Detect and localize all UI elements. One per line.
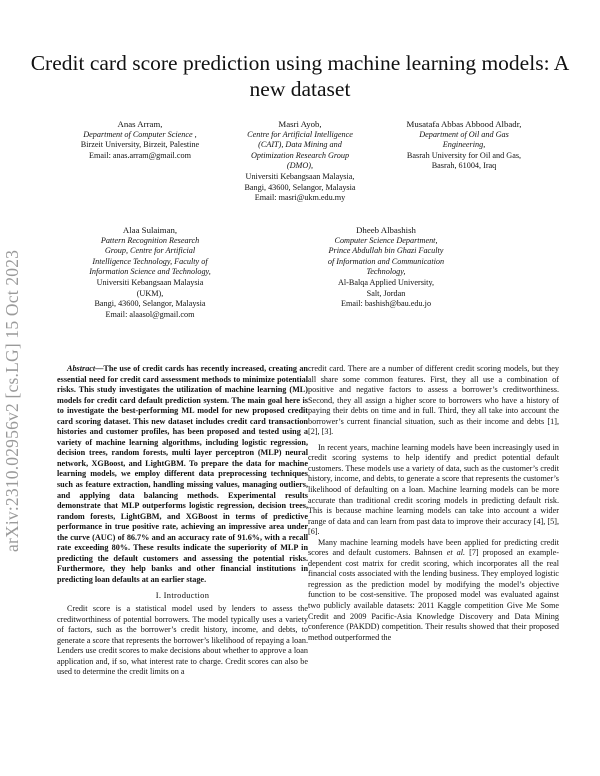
paper-title: Credit card score prediction using machine learning models: A new dataset [30, 51, 570, 101]
author-address: Universiti Kebangsaan Malaysia, [245, 171, 355, 181]
paragraph-related-work [308, 538, 559, 643]
abstract [57, 364, 308, 585]
author-block-1 [60, 119, 220, 161]
arxiv-identifier: arXiv:2310.02956v2 [cs.LG] 15 Oct 2023 [2, 249, 22, 552]
paragraph-text: Many machine learning models have been applied for predicting credit scores and default customers. Bahnsen [308, 537, 559, 558]
author-affiliation: of Information and Communication [327, 256, 445, 266]
author-address: Al-Balqa Applied University, [337, 277, 435, 287]
author-affiliation: Optimization Research Group [250, 150, 350, 160]
author-block-2 [220, 119, 380, 204]
right-column [308, 364, 559, 643]
paragraph-recent-years: In recent years, machine learning models have been increasingly used in credit scoring systems to help identify and predict potential default customers. These models use a variety of data, such as the customer’s credit history, income, and debts, to generate a score that represents the customer’s likelihood of defaulting on a loan. Machine learning models can be more accurate than traditional credit scoring models in predicting default risk. This is because machine learning models can take into account a wider range of data and can learn from past data to improve their accuracy [4], [5], [6]. [308, 442, 559, 537]
author-address: Basrah University for Oil and Gas, [406, 150, 522, 160]
author-affiliation: Group, Centre for Artificial [104, 246, 196, 256]
author-address: Basrah, 61004, Iraq [431, 161, 497, 171]
author-address: Bangi, 43600, Selangor, Malaysia [244, 182, 356, 192]
author-name: Alaa Sulaiman, [122, 225, 178, 235]
author-affiliation: Technology, [366, 267, 406, 277]
author-affiliation: Pattern Recognition Research [100, 235, 200, 245]
author-address: (UKM), [136, 288, 164, 298]
author-name: Anas Arram, [117, 119, 163, 129]
author-name: Masri Ayob, [278, 119, 322, 129]
intro-paragraph: Credit score is a statistical model used by lenders to assess the creditworthiness of potential borrowers. The model typically uses a variety of factors, such as the borrower’s credit history, income, and debts, to generate a score that represents the borrower’s likelihood of repaying a loan. Lenders use credit scores to make decisions about whether to approve a loan application and, if so, what interest rate to charge. Credit scores can also be used to determine the credit limits on a [57, 604, 308, 677]
author-affiliation: Prince Abdullah bin Ghazi Faculty [328, 246, 444, 256]
author-address: Salt, Jordan [366, 288, 406, 298]
abstract-text: —The use of credit cards has recently increased, creating an essential need for credit card assessment methods to minimize potential risks. This study investigates the utilization of machine learning (ML) models for credit card default prediction system. The main goal here is to investigate the best-performing ML model for new proposed credit card scoring dataset. This new dataset includes credit card transaction histories and customer profiles, has been proposed and tested using a variety of machine learning algorithms, including logistic regression, decision trees, random forests, multi layer perceptron (MLP) neural network, XGBoost, and LightGBM. To prepare the data for machine learning models, we employ different data preprocessing techniques such as feature extraction, handling missing values, managing outliers, and applying data balancing methods. Experimental results demonstrate that MLP outperforms logistic regression, decision trees, random forests, LightGBM, and XGBoost in terms of predictive performance in true positive rate, achieving an impressive area under the curve (AUC) of 86.7% and an accuracy rate of 91.6%, with a recall rate exceeding 80%. These results indicate the superiority of MLP in predicting the default customers and assessing the potential risks. Furthermore, they help banks and other financial institutions in predicting loan defaults at an earlier stage. [57, 364, 308, 584]
author-address: Birzeit University, Birzeit, Palestine [80, 140, 200, 150]
author-block-5 [292, 225, 480, 310]
et-al-text: et al. [446, 548, 466, 558]
author-affiliation: Centre for Artificial Intelligence [247, 129, 353, 139]
author-email: Email: anas.arram@gmail.com [89, 150, 191, 160]
author-address: Universiti Kebangsaan Malaysia [96, 277, 204, 287]
author-name: Musatafa Abbas Abbood Albadr, [406, 119, 522, 129]
author-affiliation: (DMO), [286, 161, 314, 171]
section-heading: I. Introduction [155, 590, 210, 601]
author-affiliation: Intelligence Technology, Faculty of [92, 256, 208, 266]
author-block-3 [378, 119, 550, 172]
author-affiliation: Department of Computer Science , [83, 129, 197, 139]
author-affiliation: (CAIT), Data Mining and [258, 140, 342, 150]
author-affiliation: Information Science and Technology, [89, 267, 211, 277]
author-name: Dheeb Albashish [356, 225, 416, 235]
author-block-4 [60, 225, 240, 320]
author-affiliation: Engineering, [442, 140, 486, 150]
author-email: Email: alaasol@gmail.com [105, 309, 195, 319]
author-email: Email: bashish@bau.edu.jo [340, 299, 432, 309]
author-affiliation: Department of Oil and Gas [419, 129, 509, 139]
left-column [57, 364, 308, 678]
abstract-label: Abstract [67, 364, 96, 373]
paragraph-credit-card: credit card. There are a number of different credit scoring models, but they all share some common features. First, they all use a combination of positive and negative factors to assess a borrower’s creditworthiness. Second, they all assign a higher score to borrowers who have a history of paying their debts on time and in full. Third, they all take into account the borrower’s current financial situation, such as their income and debts [1], [2], [3]. [308, 364, 559, 437]
author-affiliation: Computer Science Department, [334, 235, 438, 245]
author-address: Bangi, 43600, Selangor, Malaysia [94, 299, 206, 309]
author-email: Email: masri@ukm.edu.my [254, 193, 346, 203]
paragraph-text: [7] proposed an example-dependent cost matrix for credit scoring, which incorporates all the real financial costs associated with the lending business. They employed logistic regression as the prediction model by modifying the model’s objective function to be cost-sensitive. The proposed model was evaluated against two publicly available datasets: 2011 Kaggle competition Give Me Some Credit and 2009 Pacific-Asia Knowledge Discovery and Data Mining conference (PAKDD) competition. Their results showed that their proposed method outperformed the [308, 548, 559, 642]
